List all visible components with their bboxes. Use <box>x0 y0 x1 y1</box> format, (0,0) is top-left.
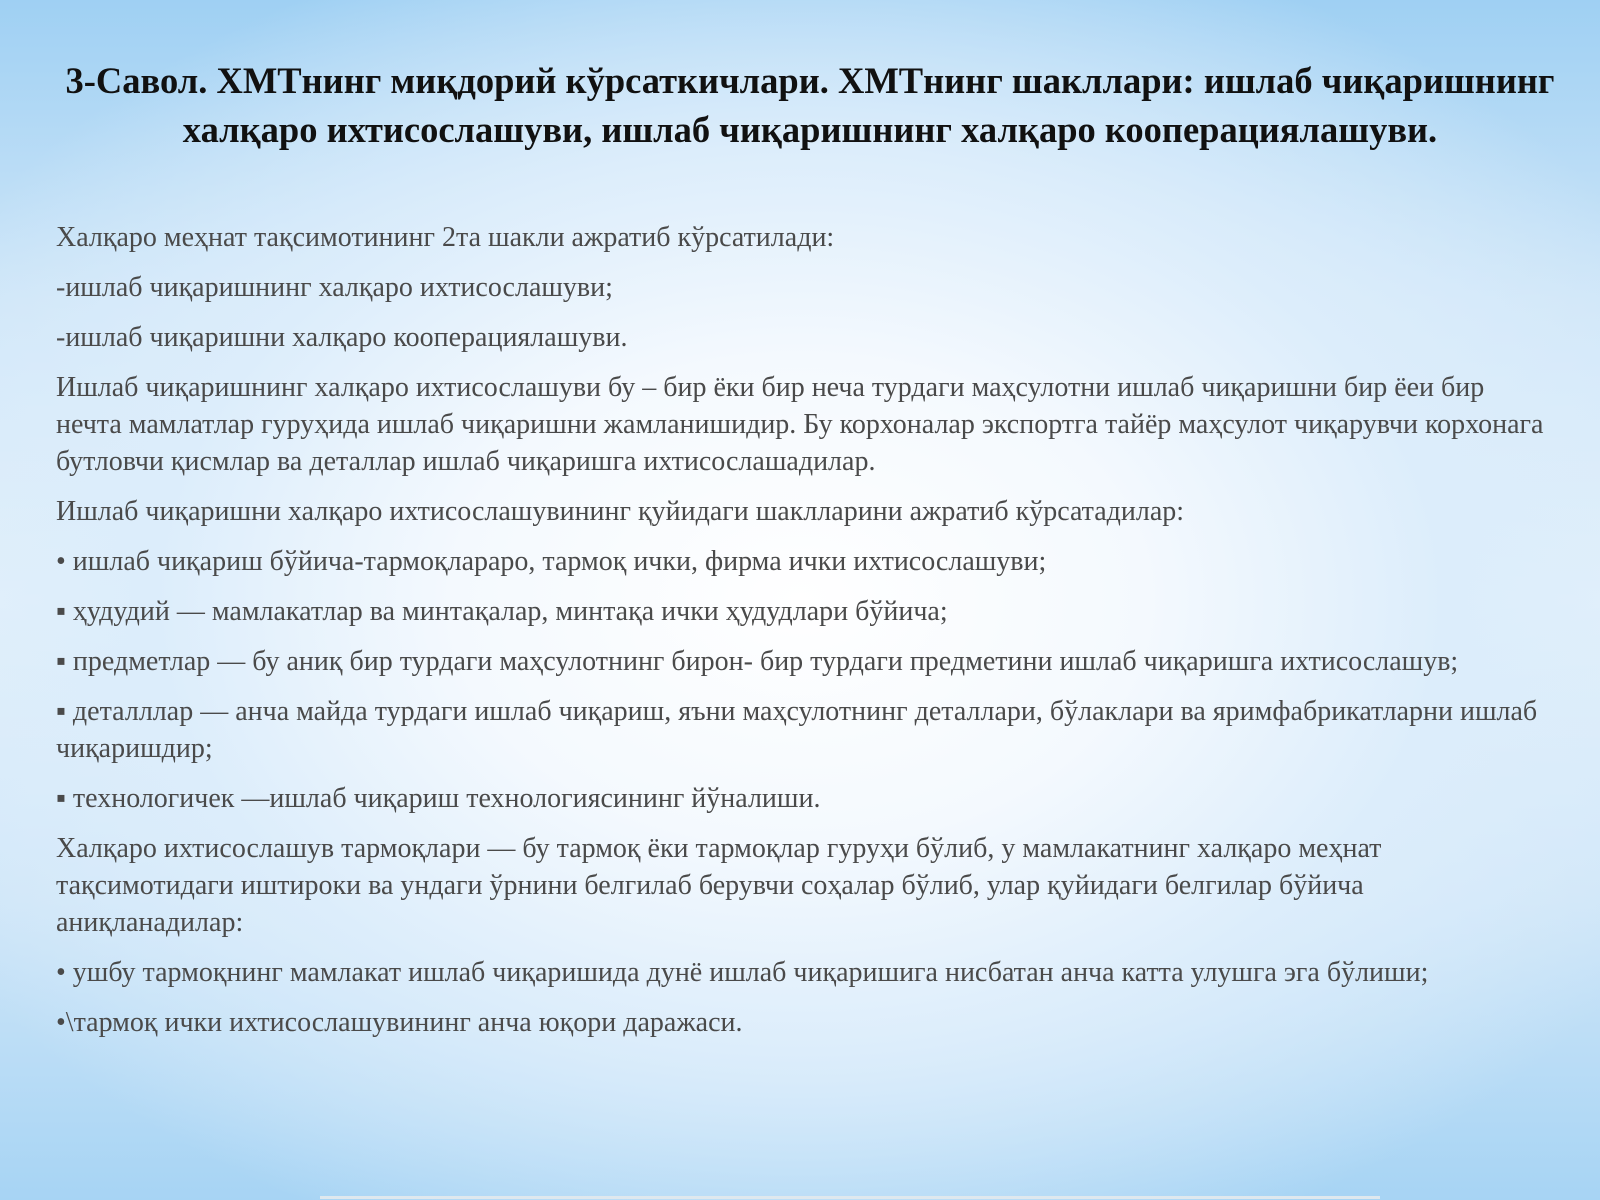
bullet-territorial: ▪ ҳудудий — мамлакатлар ва минтақалар, минтақа ички ҳудудлари бўйича; <box>56 596 948 627</box>
slide-title: 3-Савол. ХМТнинг миқдорий кўрсаткичлари. ХМТнинг шакллари: ишлаб чиқаришнинг халқаро ихтисослашуви, ишлаб чиқаришнинг халқаро кооперациялашуви. <box>65 60 1555 150</box>
bullet-share: • ушбу тармоқнинг мамлакат ишлаб чиқаришида дунё ишлаб чиқаришига нисбатан анча катта улушга эга бўлиши; <box>56 957 1429 988</box>
paragraph-forms-heading: Ишлаб чиқаришни халқаро ихтисослашувининг қуйидаги шаклларини ажратиб кўрсатадилар: <box>56 496 1185 527</box>
bullet-technological: ▪ технологичек —ишлаб чиқариш технологиясининг йўналиши. <box>56 783 821 814</box>
list-item-cooperation: -ишлаб чиқаришни халқаро кооперациялашуви. <box>56 322 628 353</box>
bullet-subject: ▪ предметлар — бу аниқ бир турдаги маҳсулотнинг бирон- бир турдаги предметини ишлаб чиқаришга ихтисослашув; <box>56 646 1459 677</box>
footer-divider <box>320 1196 1380 1199</box>
paragraph-definition: Ишлаб чиқаришнинг халқаро ихтисослашуви бу – бир ёки бир неча турдаги маҳсулотни ишлаб чиқаришни бир ёеи бир нечта мамлатлар гуруҳида ишлаб чиқаришни жамланишидир. Бу корхоналар экспортга тайёр маҳсулот чиқарувчи корхонага бутловчи қисмлар ва деталлар ишлаб чиқаришга ихтисослашадилар. <box>56 372 1544 477</box>
bullet-production: • ишлаб чиқариш бўйича-тармоқлараро, тармоқ ички, фирма ички ихтисослашуви; <box>56 546 1047 577</box>
slide-body <box>56 219 1556 1054</box>
paragraph-intro: Халқаро меҳнат тақсимотининг 2та шакли ажратиб кўрсатилади: <box>56 222 835 253</box>
list-item-specialization: -ишлаб чиқаришнинг халқаро ихтисослашуви; <box>56 272 613 303</box>
paragraph-branches: Халқаро ихтисослашув тармоқлари — бу тармоқ ёки тармоқлар гуруҳи бўлиб, у мамлакатнинг халқаро меҳнат тақсимотидаги иштироки ва ундаги ўрнини белгилаб берувчи соҳалар бўлиб, улар қуйидаги белгилар бўйича аниқланадилар: <box>56 833 1382 938</box>
bullet-detail: ▪ деталллар — анча майда турдаги ишлаб чиқариш, яъни маҳсулотнинг деталлари, бўлаклари ва яримфабрикатларни ишлаб чиқаришдир; <box>56 696 1538 764</box>
bullet-level: •\тармоқ ички ихтисослашувининг анча юқори даражаси. <box>56 1007 743 1038</box>
